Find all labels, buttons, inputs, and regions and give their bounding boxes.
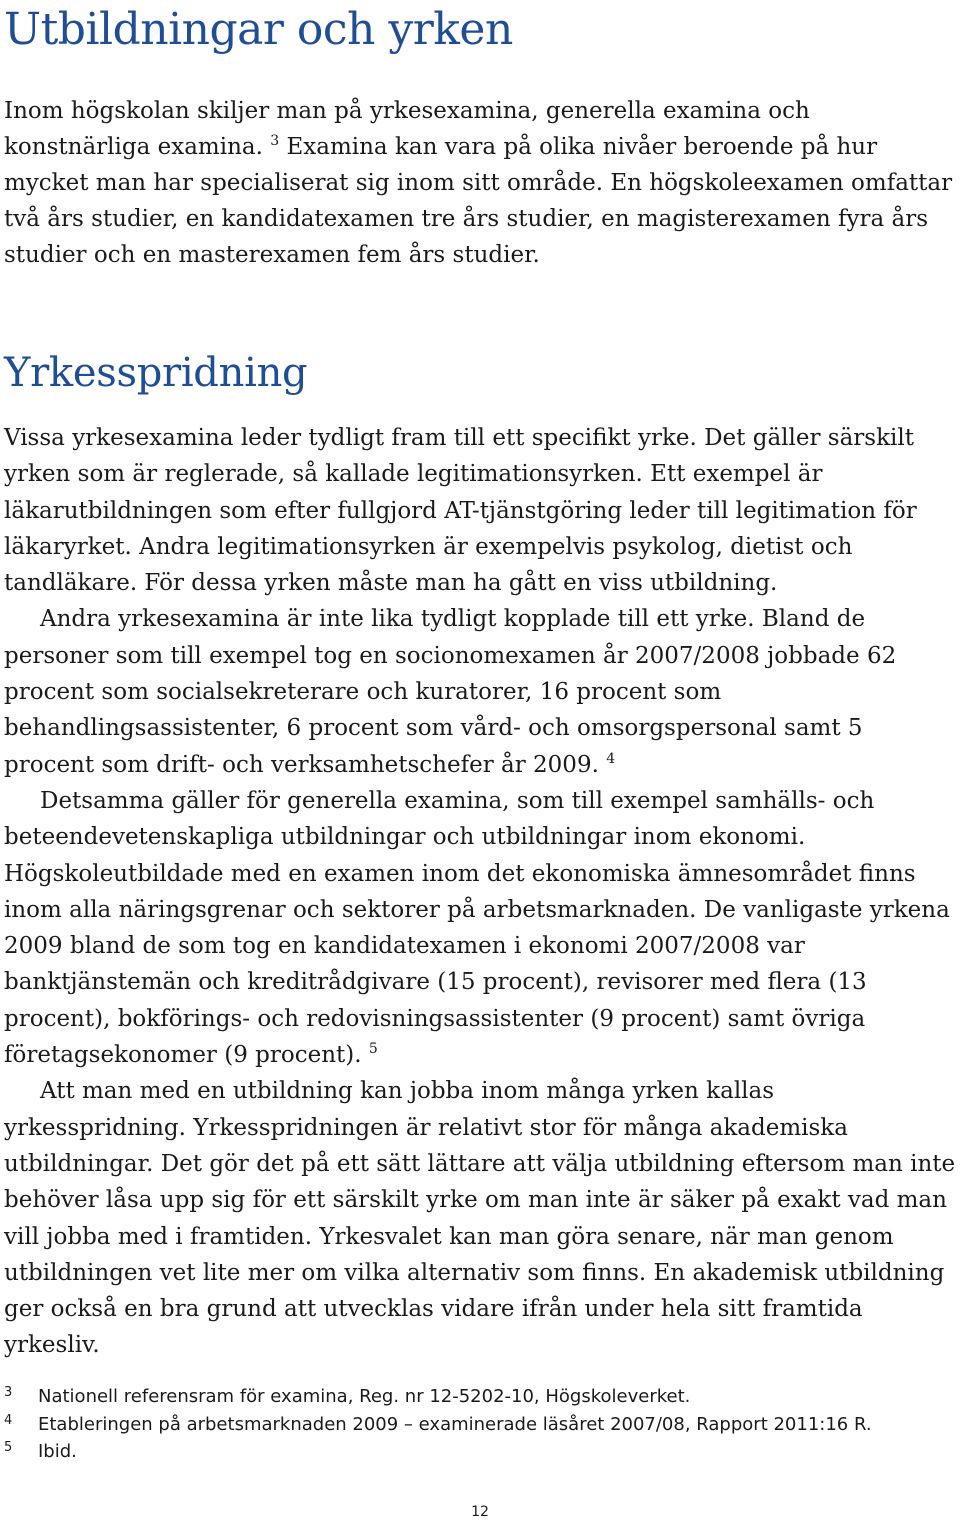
footnotes <box>4 1383 954 1466</box>
footnote-text: Ibid. <box>38 1441 77 1462</box>
paragraph-1 <box>4 420 956 601</box>
footnote-item <box>4 1383 954 1411</box>
intro-paragraph <box>4 93 954 273</box>
section-title: Yrkesspridning <box>4 350 308 396</box>
footnote-item <box>4 1438 954 1466</box>
footnote-number: 4 <box>4 1412 13 1428</box>
paragraph-3-text: Detsamma gäller för generella examina, som till exempel samhälls- och beteendevetenskapliga utbildningar och utbildningar inom ekonomi. Högskoleutbildade med en examen inom det ekonomiska ämnesområdet finns inom alla näringsgrenar och sektorer på arbetsmarknaden. De vanligaste yrkena 2009 bland de som tog en kandidatexamen i ekonomi 2007/2008 var banktjänstemän och kreditrådgivare (15 procent), revisorer med flera (13 procent), bokförings- och redovisningsassistenter (9 procent) samt övriga företagsekonomer (9 procent). <box>4 787 950 1069</box>
footnote-ref-5: 5 <box>368 1041 378 1058</box>
section-body <box>4 420 956 1364</box>
footnote-text: Nationell referensram för examina, Reg. nr 12-5202-10, Högskoleverket. <box>38 1386 691 1407</box>
footnote-ref-4: 4 <box>606 750 616 767</box>
page-number: 12 <box>471 1504 489 1520</box>
footnote-number: 3 <box>4 1385 13 1400</box>
intro-text-start: Inom högskolan skiljer man på yrkesexamina, generella examina och konstnärliga examina. <box>4 98 810 160</box>
footnote-ref-3: 3 <box>270 133 280 149</box>
paragraph-4 <box>4 1073 956 1363</box>
paragraph-4-text: Att man med en utbildning kan jobba inom många yrken kallas yrkesspridning. Yrkesspridningen är relativt stor för många akademiska utbildningar. Det gör det på ett sätt lättare att välja utbildning eftersom man inte behöver låsa upp sig för ett särskilt yrke om man inte är säker på exakt vad man vill jobba med i framtiden. Yrkesvalet kan man göra senare, när man genom utbildningen vet lite mer om vilka alternativ som finns. En akademisk utbildning ger också en bra grund att utvecklas vidare ifrån under hela sitt framtida yrkesliv. <box>4 1078 956 1359</box>
intro-text-end: Examina kan vara på olika nivåer beroende på hur mycket man har specialiserat sig inom sitt område. En högskoleexamen omfattar två års studier, en kandidatexamen tre års studier, en magisterexamen fyra års studier och en masterexamen fem års studier. <box>4 134 953 268</box>
paragraph-2-text: Andra yrkesexamina är inte lika tydligt kopplade till ett yrke. Bland de personer som till exempel tog en socionomexamen år 2007/2008 jobbade 62 procent som socialsekreterare och kuratorer, 16 procent som behandlingsassistenter, 6 procent som vård- och omsorgspersonal samt 5 procent som drift- och verksamhetschefer år 2009. <box>4 606 897 778</box>
paragraph-3 <box>4 783 956 1073</box>
footnote-text: Etableringen på arbetsmarknaden 2009 – examinerade läsåret 2007/08, Rapport 2011:16 R. <box>38 1413 872 1435</box>
footnote-number: 5 <box>4 1440 13 1455</box>
paragraph-2 <box>4 601 956 782</box>
paragraph-1-text: Vissa yrkesexamina leder tydligt fram till ett specifikt yrke. Det gäller särskilt yrken som är reglerade, så kallade legitimationsyrken. Ett exempel är läkarutbildningen som efter fullgjord AT-tjänstgöring leder till legitimation för läkaryrket. Andra legitimationsyrken är exempelvis psykolog, dietist och tandläkare. För dessa yrken måste man ha gått en viss utbildning. <box>4 425 917 597</box>
footnote-item <box>4 1411 954 1439</box>
page-title: Utbildningar och yrken <box>4 4 513 55</box>
